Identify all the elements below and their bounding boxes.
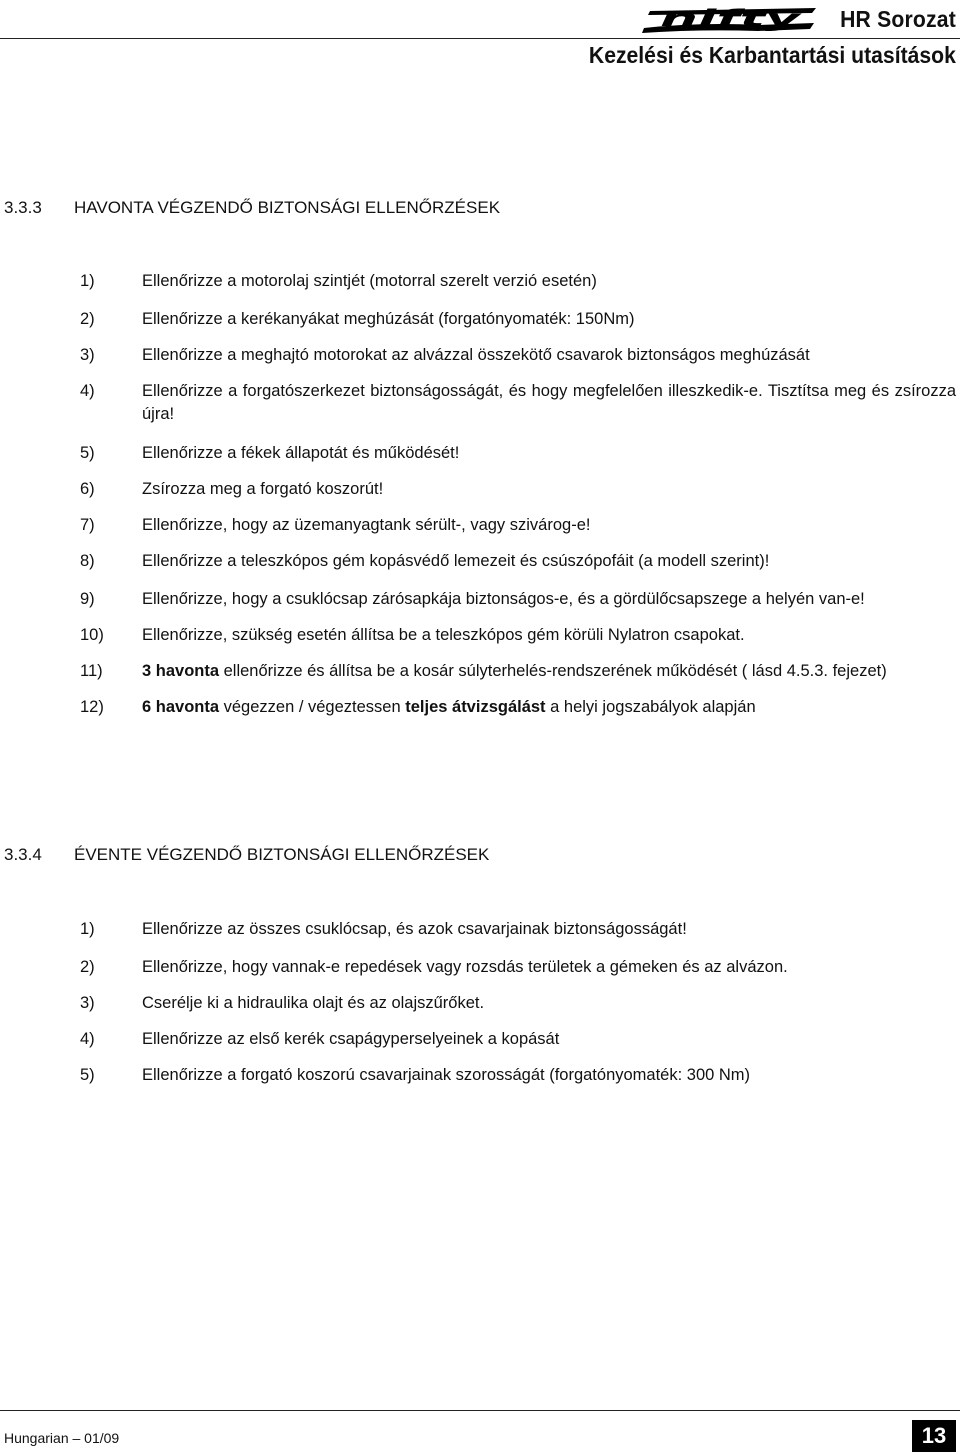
item-text: Ellenőrizze a meghajtó motorokat az alvázzal összekötő csavarok biztonságos meghúzását — [142, 346, 810, 364]
item-text: Ellenőrizze az első kerék csapágyperselyeinek a kopását — [142, 1030, 560, 1048]
item-text: Zsírozza meg a forgató koszorút! — [142, 480, 384, 498]
item-text: Ellenőrizze, hogy vannak-e repedések vagy rozsdás területek a gémeken és az alvázon. — [142, 958, 788, 976]
item-text: Ellenőrizze, hogy a csuklócsap zárósapkája biztonságos-e, és a gördülőcsapszege a helyén van-e! — [142, 590, 865, 608]
svg-text:nifty: nifty — [660, 6, 803, 32]
footer-rule — [0, 1410, 960, 1411]
item-text-rest: a helyi jogszabályok alapján — [545, 698, 756, 716]
item-text-bold: 6 havonta — [142, 698, 220, 716]
item-text: Ellenőrizze a motorolaj szintjét (motorral szerelt verzió esetén) — [142, 272, 597, 290]
item-number: 12) — [80, 698, 104, 716]
section-title: HAVONTA VÉGZENDŐ BIZTONSÁGI ELLENŐRZÉSEK — [74, 198, 501, 217]
section-title: ÉVENTE VÉGZENDŐ BIZTONSÁGI ELLENŐRZÉSEK — [74, 845, 490, 864]
item-text: Ellenőrizze a fékek állapotát és működését! — [142, 444, 460, 462]
item-text — [142, 660, 956, 683]
item-text-bold: teljes átvizsgálást — [405, 698, 546, 716]
header-brand-row — [640, 4, 956, 34]
item-text: Ellenőrizze, szükség esetén állítsa be a teleszkópos gém körüli Nylatron csapokat. — [142, 626, 745, 644]
item-number: 2) — [80, 310, 95, 328]
page-header — [0, 0, 960, 80]
item-number: 5) — [80, 1066, 95, 1084]
item-number: 8) — [80, 552, 95, 570]
header-rule — [0, 38, 960, 39]
item-text: Ellenőrizze a kerékanyákat meghúzását (forgatónyomaték: 150Nm) — [142, 310, 635, 328]
item-text: Ellenőrizze a forgatószerkezet biztonságosságát, és hogy megfelelően illeszkedik-e. Tisztítsa meg és zsírozza újra! — [142, 382, 956, 423]
item-text: Cserélje ki a hidraulika olajt és az olajszűrőket. — [142, 994, 485, 1012]
item-text: Ellenőrizze az összes csuklócsap, és azok csavarjainak biztonságosságát! — [142, 920, 687, 938]
item-number: 4) — [80, 382, 95, 400]
item-text: Ellenőrizze, hogy az üzemanyagtank sérült-, vagy szivárog-e! — [142, 516, 591, 534]
section-heading-monthly — [4, 198, 704, 222]
page-number: 13 — [912, 1420, 956, 1452]
document-title: Kezelési és Karbantartási utasítások — [589, 42, 956, 68]
section-number: 3.3.3 — [4, 198, 42, 217]
item-number: 9) — [80, 590, 95, 608]
item-number: 3) — [80, 346, 95, 364]
item-number: 1) — [80, 272, 95, 290]
item-number: 6) — [80, 480, 95, 498]
item-text: Ellenőrizze a teleszkópos gém kopásvédő lemezeit és csúszópofáit (a modell szerint)! — [142, 552, 770, 570]
series-name: HR Sorozat — [840, 5, 956, 32]
item-number: 2) — [80, 958, 95, 976]
section-heading-yearly — [4, 845, 704, 869]
item-text-rest: ellenőrizze és állítsa be a kosár súlyterhelés-rendszerének működését ( lásd 4.5.3. fejezet) — [219, 662, 887, 680]
nifty-logo — [640, 4, 818, 34]
item-number: 1) — [80, 920, 95, 938]
item-number: 3) — [80, 994, 95, 1012]
item-text — [142, 696, 956, 719]
footer-language-date: Hungarian – 01/09 — [4, 1430, 120, 1446]
section-number: 3.3.4 — [4, 845, 42, 864]
item-number: 7) — [80, 516, 95, 534]
item-number: 5) — [80, 444, 95, 462]
item-text-rest: végezzen / végeztessen — [219, 698, 406, 716]
item-number: 4) — [80, 1030, 95, 1048]
item-number: 11) — [80, 662, 103, 680]
item-number: 10) — [80, 626, 104, 644]
item-text: Ellenőrizze a forgató koszorú csavarjainak szorosságát (forgatónyomaték: 300 Nm) — [142, 1066, 751, 1084]
item-text-bold: 3 havonta — [142, 662, 220, 680]
